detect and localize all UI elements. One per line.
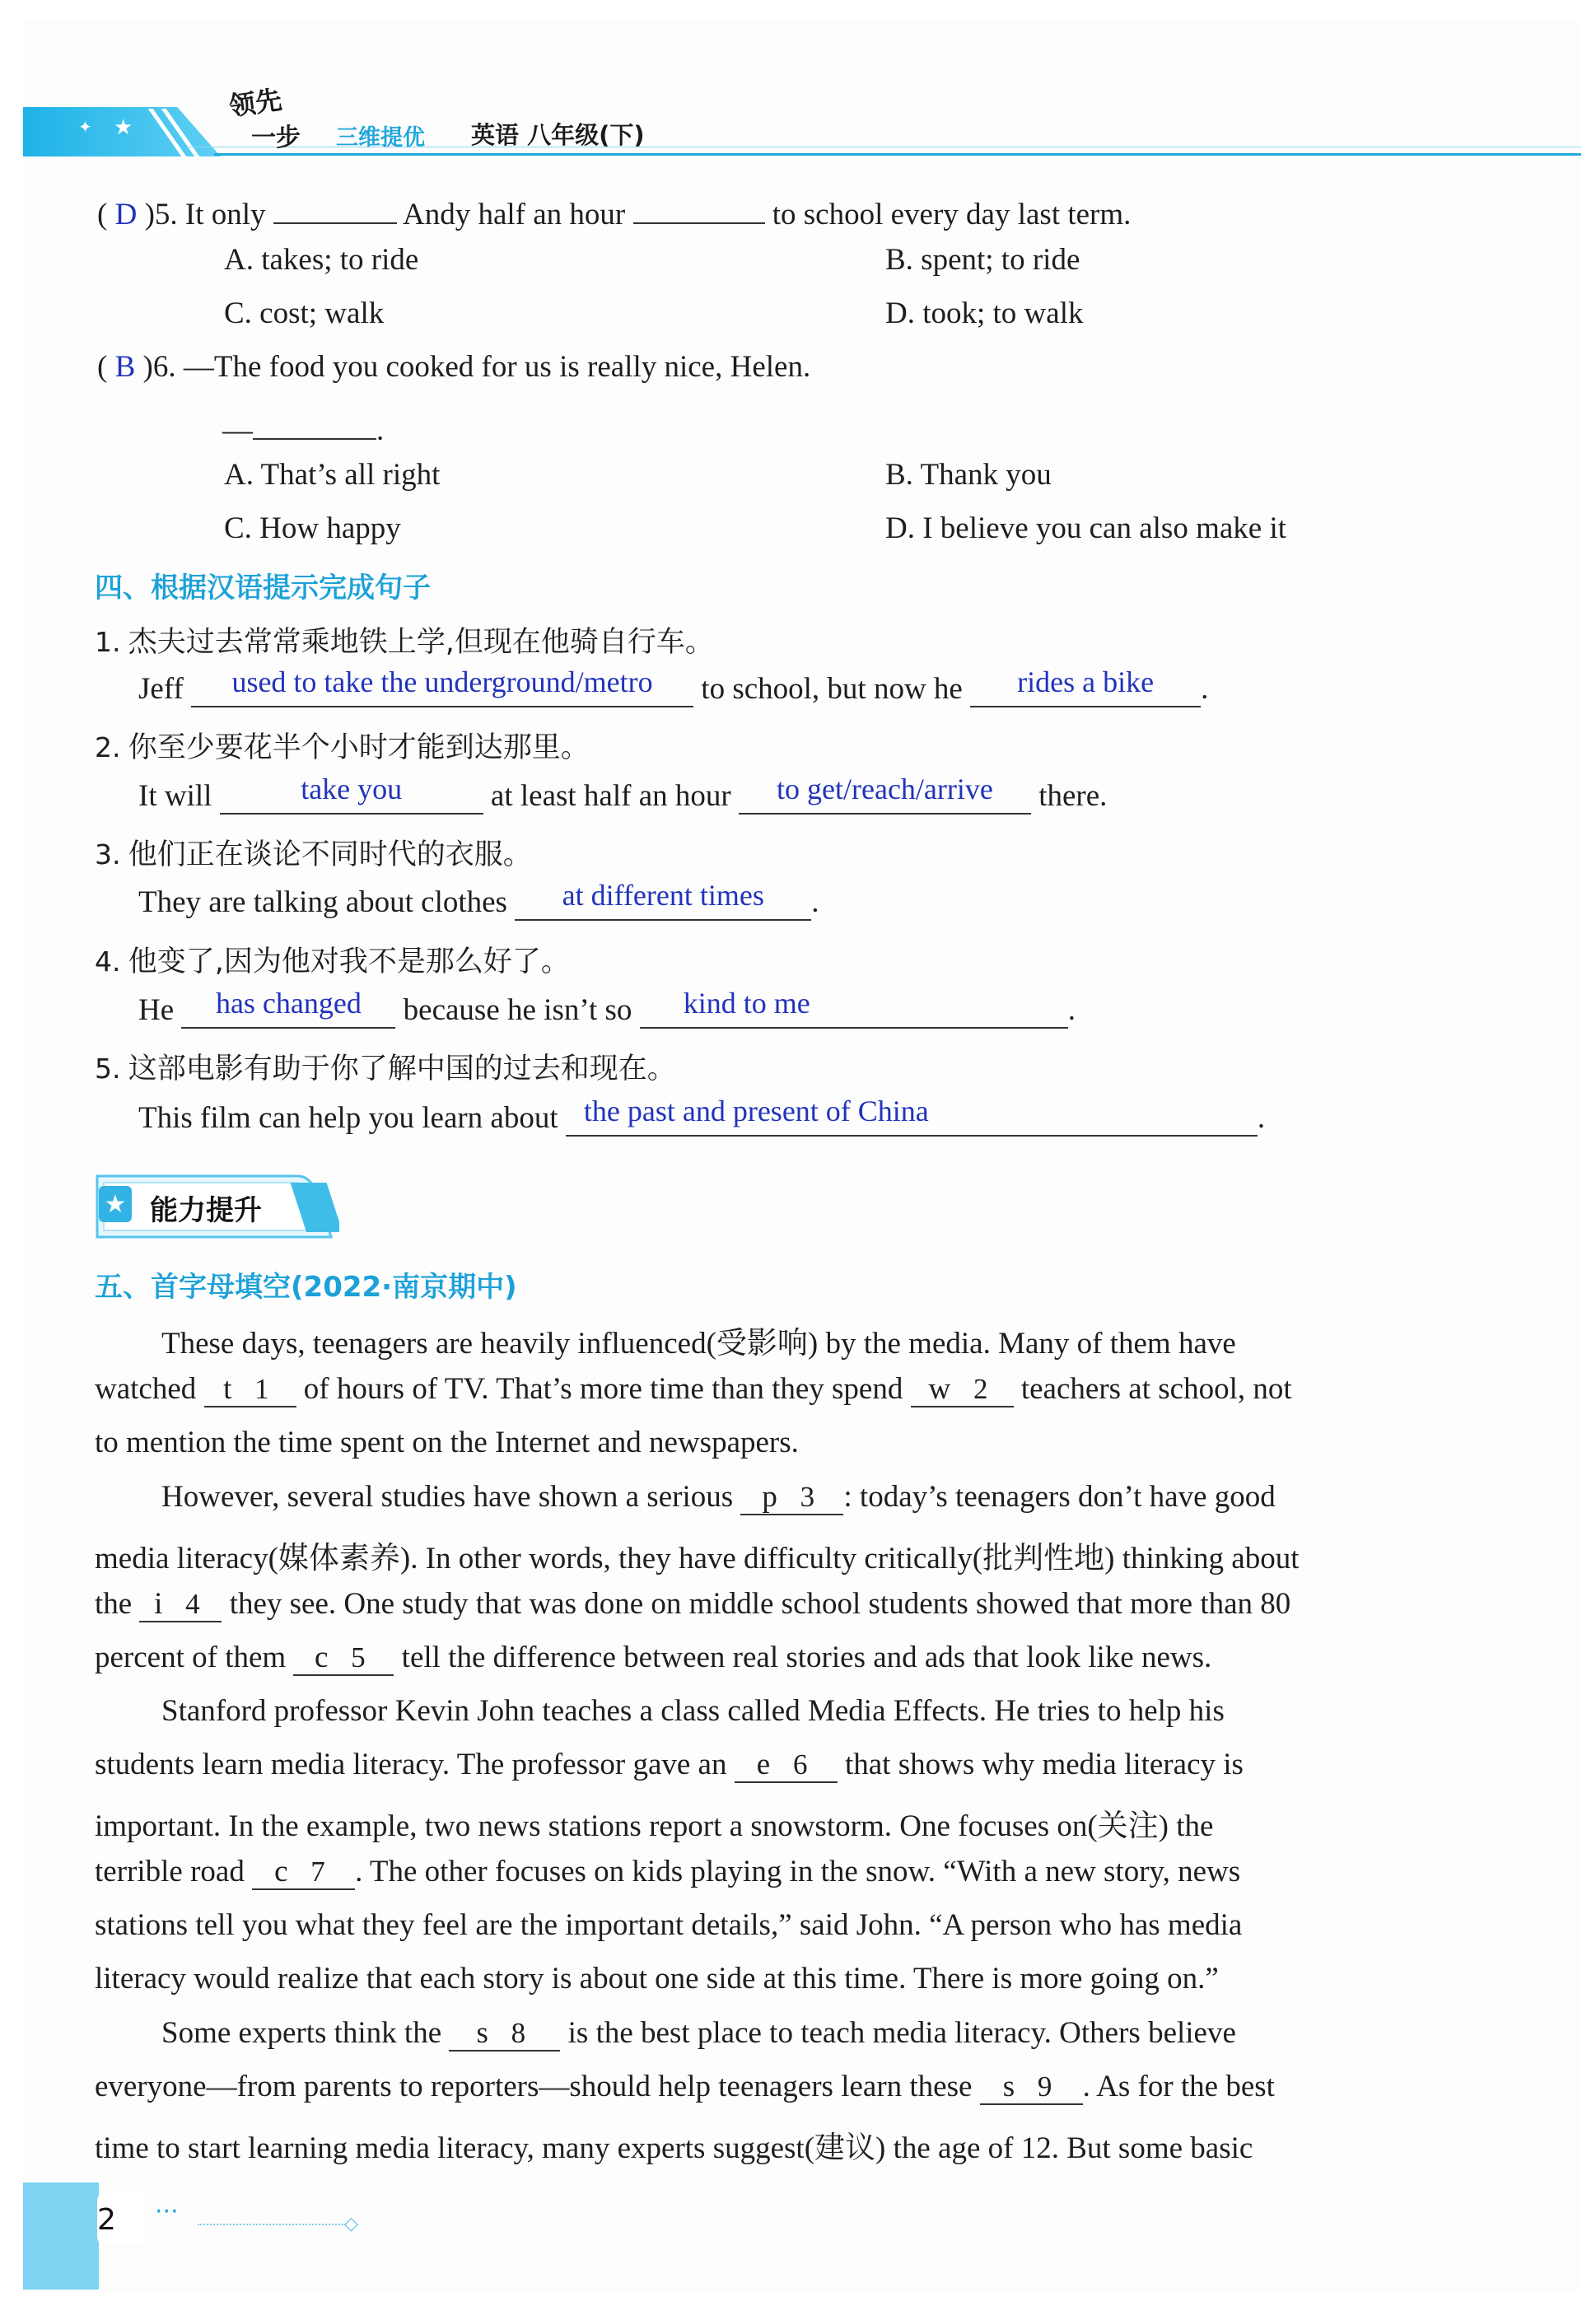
text: However, several studies have shown a serious	[161, 1480, 734, 1514]
item-number: 1.	[95, 626, 121, 658]
cloze-blank-3[interactable]	[740, 1481, 843, 1515]
para-line	[95, 1854, 1240, 1890]
blank-number: 8	[511, 2017, 526, 2049]
para-line	[95, 1640, 1211, 1676]
item-number: 2.	[95, 731, 121, 763]
text: .	[1257, 1101, 1266, 1135]
star-icon: ★	[114, 115, 133, 140]
blank-number: 9	[1037, 2070, 1052, 2103]
item-number: 4.	[95, 945, 121, 978]
cloze-blank-2[interactable]	[911, 1373, 1014, 1407]
text: teachers at school, not	[1020, 1372, 1292, 1406]
item-en	[138, 665, 1209, 707]
text: .	[1067, 993, 1076, 1027]
blank-number: 1	[254, 1373, 269, 1405]
text: at least half an hour	[490, 779, 731, 813]
text: watched	[95, 1372, 197, 1406]
initial-letter: p	[762, 1480, 777, 1514]
answer-blank[interactable]	[566, 1095, 1258, 1137]
text: .	[1201, 672, 1209, 706]
item-en	[138, 773, 1108, 815]
stem: Andy half an hour	[403, 198, 626, 231]
question-5: ( D )5. It only Andy half an hour to school every day last term.	[97, 188, 1131, 232]
handwritten-answer: at different times	[562, 879, 764, 912]
series-name: 三维提优	[336, 125, 425, 151]
initial-letter: i	[154, 1587, 163, 1621]
blank[interactable]	[273, 188, 397, 224]
text: It will	[138, 779, 212, 813]
para-line	[161, 2015, 1236, 2052]
header-rule	[214, 153, 1581, 156]
text: Jeff	[138, 672, 184, 706]
para-line	[161, 1318, 1504, 1362]
blank[interactable]	[633, 188, 765, 224]
text: there.	[1038, 779, 1108, 813]
text: tell the difference between real stories and ads that look like news.	[401, 1641, 1212, 1674]
text: : today’s teenagers don’t have good	[843, 1480, 1276, 1514]
text: to school, but now he	[701, 672, 963, 706]
blank-number: 6	[792, 1748, 808, 1781]
option-c: C. How happy	[224, 511, 401, 545]
para-line: important. In the example, two news stations report a snowstorm. One focuses on(关注) the	[95, 1809, 1214, 1843]
star-icon: ✦	[78, 117, 92, 137]
section-title: 五、首字母填空(2022·南京期中)	[95, 1271, 517, 1304]
blank-number: 2	[973, 1373, 988, 1405]
item-en	[138, 987, 1076, 1029]
question-number: )5.	[144, 198, 178, 231]
item-number: 5.	[95, 1053, 121, 1085]
text: they see. One study that was done on middle school students showed that more than 80	[229, 1587, 1291, 1621]
text: is the best place to teach media literacy. Others believe	[567, 2016, 1236, 2050]
para-line	[161, 1479, 1276, 1515]
section-title: 四、根据汉语提示完成句子	[95, 572, 431, 605]
handwritten-answer: kind to me	[683, 987, 810, 1020]
stem: It only	[184, 198, 266, 231]
text: students learn media literacy. The professor gave an	[95, 1748, 727, 1781]
item-cn	[95, 619, 714, 661]
diamond-icon: ◇	[344, 2214, 358, 2234]
answer-blank[interactable]	[181, 987, 395, 1029]
dash: —	[222, 413, 253, 447]
para-line	[95, 1747, 1244, 1783]
option-a: A. takes; to ride	[224, 243, 419, 277]
text: .	[811, 885, 819, 919]
cloze-blank-6[interactable]	[735, 1748, 838, 1783]
cloze-blank-1[interactable]	[204, 1373, 296, 1407]
blank-number: 5	[351, 1641, 366, 1673]
logo-text: 领先	[226, 83, 284, 123]
reply-line: — .	[222, 404, 384, 448]
handwritten-answer: the past and present of China	[583, 1095, 929, 1127]
item-cn	[95, 725, 590, 766]
text: because he isn’t so	[403, 993, 632, 1027]
cloze-blank-7[interactable]	[252, 1856, 355, 1890]
handwritten-answer: to get/reach/arrive	[777, 773, 993, 805]
para-line: literacy would realize that each story is about one side at this time. There is more going on.”	[95, 1962, 1219, 1996]
handwritten-answer: rides a bike	[1017, 665, 1155, 698]
para-line: time to start learning media literacy, many experts suggest(建议) the age of 12. But some basic	[95, 2131, 1253, 2165]
item-en	[138, 1095, 1266, 1137]
initial-letter: c	[314, 1641, 329, 1674]
option-d: D. took; to walk	[885, 296, 1084, 330]
item-cn	[95, 832, 532, 873]
initial-letter: e	[756, 1748, 771, 1781]
answer-blank[interactable]	[191, 665, 693, 707]
text: percent of them	[95, 1641, 287, 1674]
answer-blank[interactable]	[220, 773, 483, 815]
chinese-prompt: 他们正在谈论不同时代的衣服。	[128, 838, 532, 871]
para-line: media literacy(媒体素养). In other words, they have difficulty critically(批判性地) thinking about	[95, 1542, 1300, 1575]
answer-6: B	[114, 350, 136, 384]
initial-letter: s	[1002, 2070, 1015, 2103]
answer-blank[interactable]	[640, 987, 1068, 1029]
question-6: ( B )6. —The food you cooked for us is really nice, Helen.	[97, 350, 811, 384]
logo-text: 一步	[251, 124, 301, 152]
subject-grade: 英语 八年级(下)	[471, 121, 645, 149]
text: . As for the best	[1082, 2070, 1275, 2103]
chinese-prompt: 这部电影有助于你了解中国的过去和现在。	[128, 1053, 676, 1085]
para-line: to mention the time spent on the Internet and newspapers.	[95, 1426, 799, 1459]
chinese-prompt: 他变了,因为他对我不是那么好了。	[128, 945, 570, 978]
answer-blank[interactable]	[515, 879, 811, 921]
initial-letter: t	[223, 1372, 232, 1406]
text: These days, teenagers are heavily influenced(受影响) by the media. Many of them have	[161, 1327, 1236, 1361]
page-number: 2	[97, 2203, 116, 2237]
text: . The other focuses on kids playing in the snow. “With a new story, news	[355, 1855, 1241, 1888]
stem: —The food you cooked for us is really nice, Helen.	[183, 350, 811, 384]
blank[interactable]	[253, 404, 376, 440]
text: This film can help you learn about	[138, 1101, 558, 1135]
para-line	[95, 1371, 1504, 1407]
handwritten-answer: take you	[301, 773, 403, 805]
chinese-prompt: 你至少要花半个小时才能到达那里。	[128, 731, 590, 764]
cloze-blank-4[interactable]	[139, 1588, 222, 1622]
cloze-blank-9[interactable]	[980, 2070, 1083, 2105]
option-b: B. Thank you	[885, 458, 1052, 492]
item-cn	[95, 1046, 676, 1087]
text: They are talking about clothes	[138, 885, 507, 919]
handwritten-answer: has changed	[215, 987, 362, 1020]
para-line: Stanford professor Kevin John teaches a class called Media Effects. He tries to help his	[161, 1694, 1225, 1728]
stem: to school every day last term.	[772, 198, 1132, 231]
answer-5: D	[114, 198, 138, 231]
cloze-blank-5[interactable]	[293, 1641, 394, 1676]
initial-letter: c	[274, 1855, 288, 1888]
blank-number: 7	[310, 1856, 325, 1888]
text: everyone—from parents to reporters—should help teenagers learn these	[95, 2070, 973, 2103]
ability-title: 能力提升	[150, 1194, 262, 1227]
answer-blank[interactable]	[970, 665, 1201, 707]
initial-letter: s	[476, 2016, 488, 2050]
para-line	[95, 2069, 1275, 2105]
blank-number: 4	[185, 1588, 200, 1620]
question-number: )6.	[142, 350, 176, 384]
chinese-prompt: 杰夫过去常常乘地铁上学,但现在他骑自行车。	[128, 626, 714, 659]
para-line: stations tell you what they feel are the important details,” said John. “A person who has media	[95, 1908, 1243, 1942]
cloze-blank-8[interactable]	[449, 2017, 560, 2052]
initial-letter: w	[928, 1372, 951, 1406]
item-cn	[95, 939, 570, 980]
text: Some experts think the	[161, 2016, 442, 2050]
text: of hours of TV. That’s more time than they spend	[303, 1372, 903, 1406]
option-a: A. That’s all right	[224, 458, 441, 492]
item-en	[138, 879, 819, 921]
text: He	[138, 993, 175, 1027]
text: that shows why media literacy is	[844, 1748, 1244, 1781]
item-number: 3.	[95, 838, 121, 871]
text: the	[95, 1587, 133, 1621]
option-d: D. I believe you can also make it	[885, 511, 1286, 545]
text: terrible road	[95, 1855, 245, 1888]
handwritten-answer: used to take the underground/metro	[231, 665, 653, 698]
option-b: B. spent; to ride	[885, 243, 1080, 277]
blank-number: 3	[800, 1481, 815, 1513]
page-tab	[23, 2182, 99, 2290]
footer-rule	[198, 2224, 346, 2225]
option-c: C. cost; walk	[224, 296, 385, 330]
footer-dots: ···	[155, 2197, 179, 2226]
star-icon: ★	[104, 1190, 127, 1219]
para-line	[95, 1586, 1290, 1622]
answer-blank[interactable]	[739, 773, 1031, 815]
